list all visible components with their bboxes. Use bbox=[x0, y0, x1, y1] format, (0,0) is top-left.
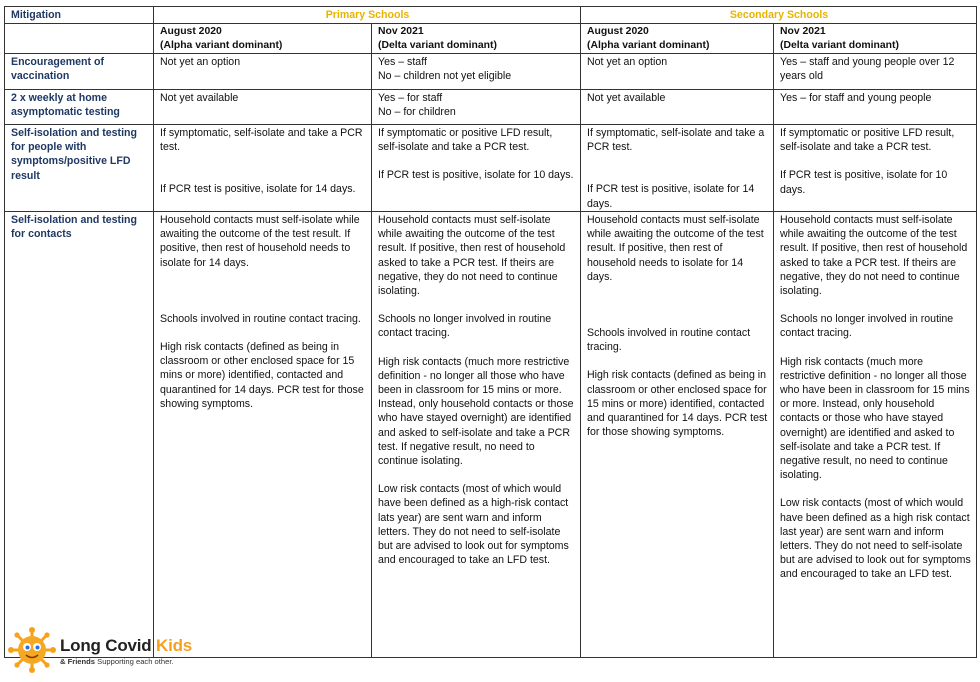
table-cell: Not yet an option bbox=[154, 54, 372, 90]
table-cell: Yes – staff and young people over 12 years old bbox=[774, 54, 977, 90]
table-cell: Household contacts must self-isolate while awaiting the outcome of the test result. If positive, then rest of household asked to take a PCR test. If theirs are negative, they do not need to continue isolating. Schools no longer involved in routine contact tracing. High risk contacts (much more restrictive definition - no longer all those who have been in classroom for 15 mins or more. Instead, only household contacts or those who have stayed overnight) are identified and asked to self-isolate and take a PCR test. If negative result, no need to continue isolating. Low risk contacts (most of which would have been defined as a high risk contact last year) are sent warn and inform letters. They do not need to self-isolate but are advised to look out for symptoms and encouraged to take an LFD test. bbox=[774, 212, 977, 658]
table-cell: Not yet available bbox=[581, 90, 774, 125]
table-row bbox=[5, 54, 977, 90]
period-header: Nov 2021 (Delta variant dominant) bbox=[774, 24, 977, 54]
table-cell: Household contacts must self-isolate while awaiting the outcome of the test result. If positive, then rest of household needs to isolate for 14 days. Schools involved in routine contact tracing. High risk contacts (defined as being in classroom or other enclosed space for 15 mins or more) identified, contacted and quarantined for 14 days. PCR test for those showing symptoms. bbox=[581, 212, 774, 658]
table-cell: If symptomatic or positive LFD result, self-isolate and take a PCR test. If PCR test is positive, isolate for 10 days. bbox=[774, 125, 977, 212]
mitigation-header: Mitigation bbox=[5, 7, 154, 24]
table-row bbox=[5, 212, 977, 658]
row-label: 2 x weekly at home asymptomatic testing bbox=[5, 90, 154, 125]
table-cell: If symptomatic or positive LFD result, self-isolate and take a PCR test. If PCR test is positive, isolate for 10 days. bbox=[372, 125, 581, 212]
secondary-schools-header: Secondary Schools bbox=[581, 7, 977, 24]
primary-schools-header: Primary Schools bbox=[154, 7, 581, 24]
logo-wordmark: Long Covid Kids bbox=[60, 636, 193, 655]
row-label: Self-isolation and testing for contacts bbox=[5, 212, 154, 658]
virus-mascot-icon bbox=[6, 626, 58, 674]
period-header-row bbox=[5, 24, 977, 54]
mitigation-table bbox=[4, 6, 977, 658]
period-header: August 2020 (Alpha variant dominant) bbox=[154, 24, 372, 54]
table-cell: Yes – for staff No – for children bbox=[372, 90, 581, 125]
table-cell: Not yet an option bbox=[581, 54, 774, 90]
table-cell: Yes – staff No – children not yet eligible bbox=[372, 54, 581, 90]
table-cell: If symptomatic, self-isolate and take a PCR test. If PCR test is positive, isolate for 14 days. bbox=[154, 125, 372, 212]
row-label: Encouragement of vaccination bbox=[5, 54, 154, 90]
table-cell: Household contacts must self-isolate while awaiting the outcome of the test result. If positive, then rest of household needs to isolate for 14 days. Schools involved in routine contact tracing. High risk contacts (defined as being in classroom or other enclosed space for 15 mins or more) identified, contacted and quarantined for 14 days. PCR test for those showing symptoms. bbox=[154, 212, 372, 658]
empty-header-cell bbox=[5, 24, 154, 54]
table-cell: Household contacts must self-isolate while awaiting the outcome of the test result. If positive, then rest of household asked to take a PCR test. If theirs are negative, they do not need to continue isolating. Schools no longer involved in routine contact tracing. High risk contacts (much more restrictive definition - no longer all those who have been in classroom for 15 mins or more. Instead, only household contacts or those who have stayed overnight) are identified and asked to self-isolate and take a PCR test. If negative result, no need to continue isolating. Low risk contacts (most of which would have been defined as a high-risk contact lats year) are sent warn and inform letters. They do not need to self-isolate but are advised to look out for symptoms and encouraged to take an LFD test. bbox=[372, 212, 581, 658]
period-header: August 2020 (Alpha variant dominant) bbox=[581, 24, 774, 54]
table-cell: If symptomatic, self-isolate and take a PCR test. If PCR test is positive, isolate for 14 days. bbox=[581, 125, 774, 212]
period-header: Nov 2021 (Delta variant dominant) bbox=[372, 24, 581, 54]
group-header-row bbox=[5, 7, 977, 24]
table-row bbox=[5, 90, 977, 125]
logo-tagline: & Friends Supporting each other. bbox=[60, 657, 174, 666]
table-cell: Yes – for staff and young people bbox=[774, 90, 977, 125]
table-cell: Not yet available bbox=[154, 90, 372, 125]
long-covid-kids-logo bbox=[6, 624, 206, 676]
table-row bbox=[5, 125, 977, 212]
row-label: Self-isolation and testing for people with symptoms/positive LFD result bbox=[5, 125, 154, 212]
